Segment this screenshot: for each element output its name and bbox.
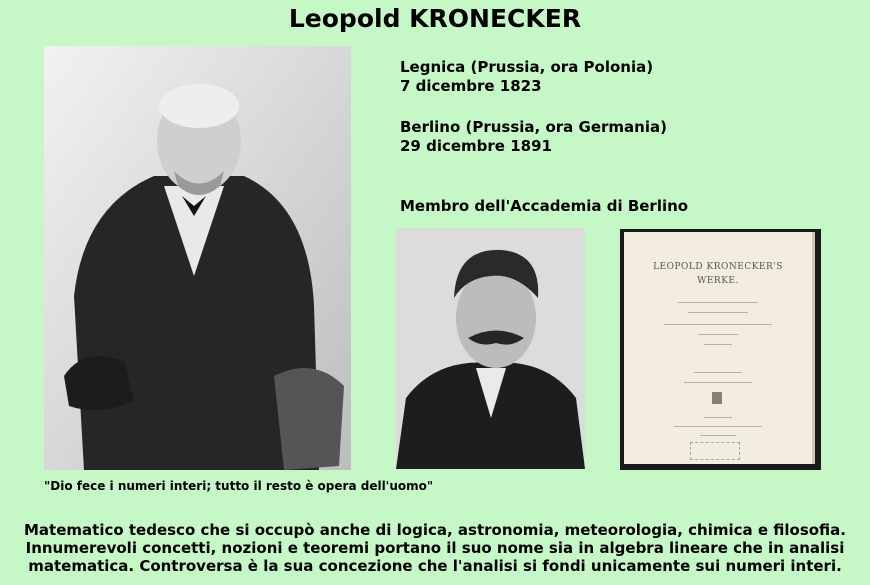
book-cover-image <box>620 229 821 470</box>
membership-text: Membro dell'Accademia di Berlino <box>400 197 689 215</box>
portrait-photo-elderly <box>44 46 351 470</box>
page-title: Leopold KRONECKER <box>288 4 582 33</box>
publisher-mark-icon <box>712 392 722 404</box>
book-title-line1: LEOPOLD KRONECKER'S <box>653 262 783 272</box>
book-title-page <box>624 232 815 464</box>
death-place: Berlino (Prussia, ora Germania) <box>400 118 667 136</box>
book-title-line2: WERKE. <box>697 276 739 286</box>
library-stamp <box>690 442 740 460</box>
death-date: 29 dicembre 1891 <box>400 137 552 155</box>
biography-text <box>10 521 860 575</box>
death-info <box>400 118 667 156</box>
bio-line: Matematico tedesco che si occupò anche di logica, astronomia, meteorologia, chimica e filosofia. <box>24 521 846 539</box>
birth-place: Legnica (Prussia, ora Polonia) <box>400 58 654 76</box>
portrait-photo-young <box>396 228 585 469</box>
bio-line: matematica. Controversa è la sua concezione che l'analisi si fondi unicamente sui numeri interi. <box>28 557 842 575</box>
birth-date: 7 dicembre 1823 <box>400 77 542 95</box>
bio-line: Innumerevoli concetti, nozioni e teoremi portano il suo nome sia in algebra lineare che in analisi <box>25 539 845 557</box>
quote-text: "Dio fece i numeri interi; tutto il resto è opera dell'uomo" <box>44 479 434 493</box>
birth-info <box>400 58 653 96</box>
